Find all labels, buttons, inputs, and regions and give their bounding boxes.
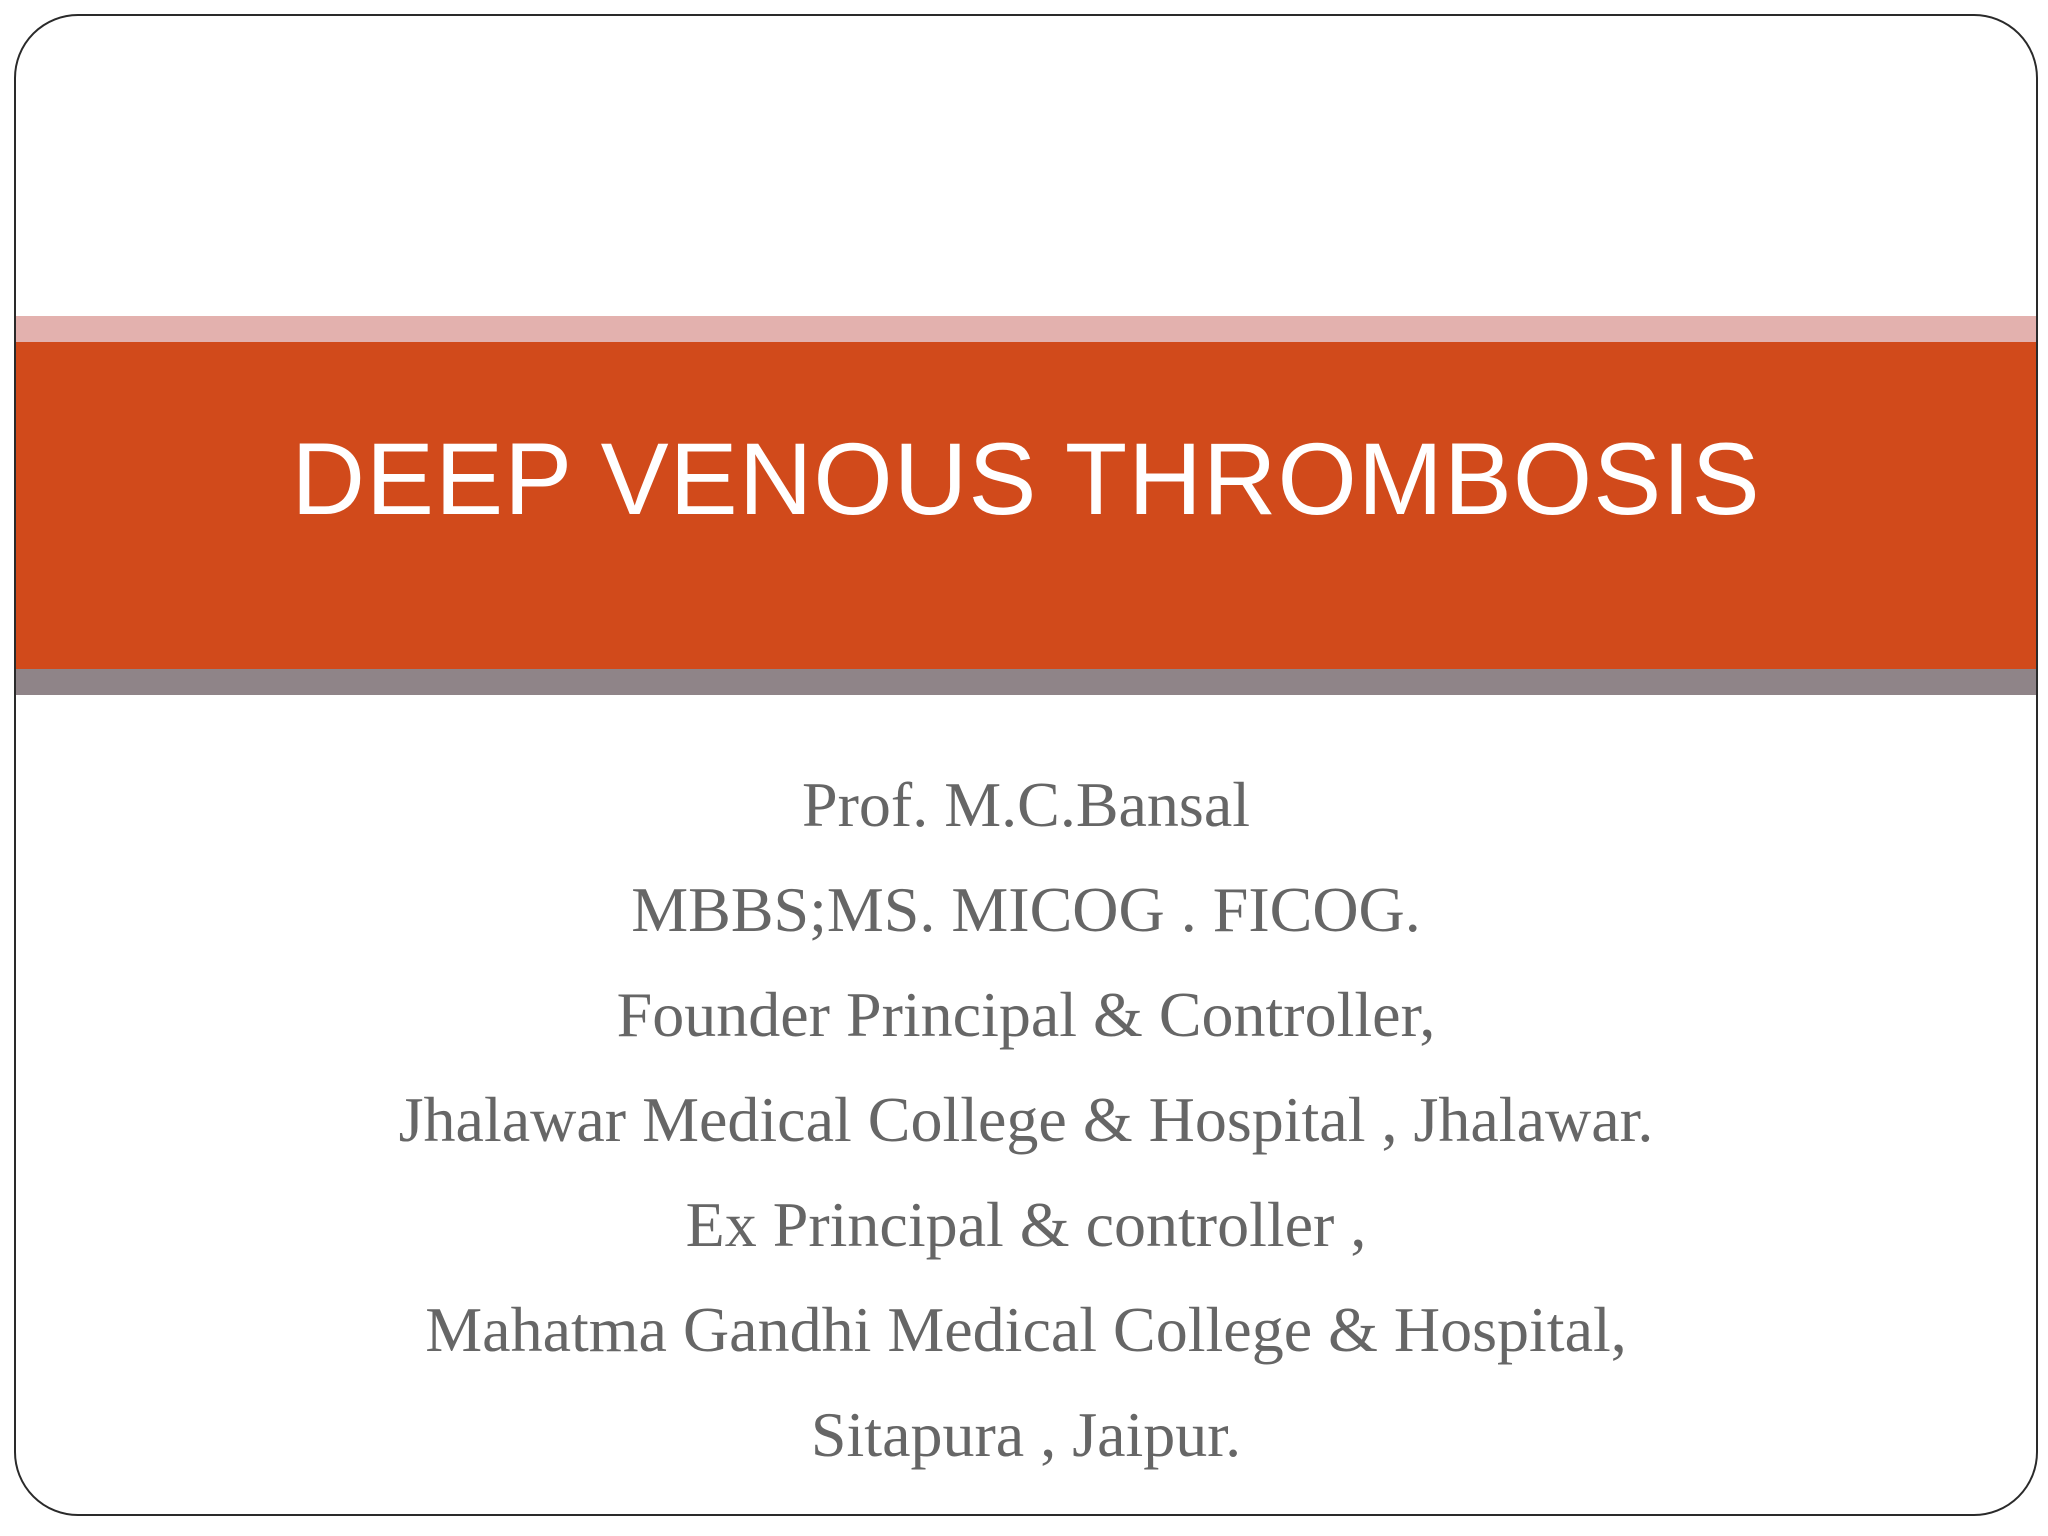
- author-institution-2: Mahatma Gandhi Medical College & Hospital,: [425, 1294, 1627, 1365]
- title-band: [16, 342, 2036, 669]
- author-info: [16, 752, 2036, 1487]
- author-role-2: Ex Principal & controller ,: [685, 1189, 1367, 1260]
- author-institution-1: Jhalawar Medical College & Hospital , Jhalawar.: [398, 1084, 1654, 1155]
- author-name: Prof. M.C.Bansal: [802, 769, 1250, 840]
- slide-title: DEEP VENOUS THROMBOSIS: [291, 422, 1761, 536]
- author-role-1: Founder Principal & Controller,: [616, 979, 1436, 1050]
- author-location: Sitapura , Jaipur.: [810, 1399, 1242, 1470]
- title-band-bottom-stripe: [16, 669, 2036, 695]
- author-degrees: MBBS;MS. MICOG . FICOG.: [631, 874, 1421, 945]
- title-band-top-stripe: [16, 316, 2036, 342]
- slide-frame: [14, 14, 2038, 1516]
